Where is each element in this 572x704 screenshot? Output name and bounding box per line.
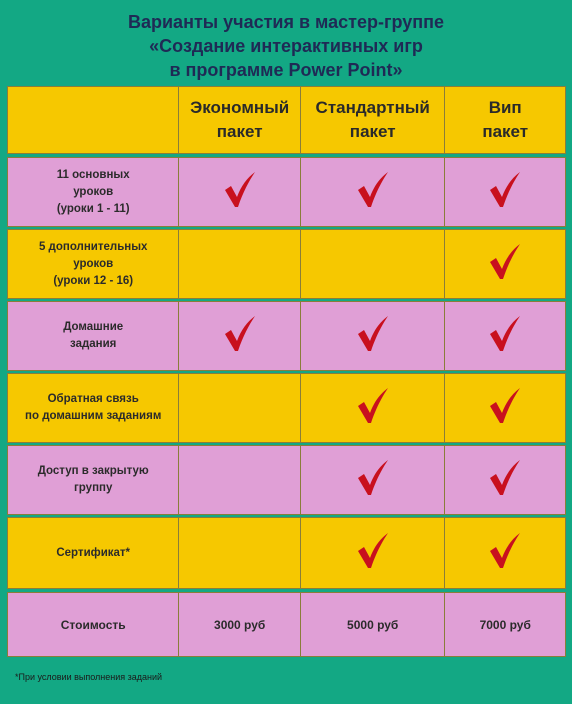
- feature-label-line: 11 основных: [56, 168, 130, 181]
- feature-label: [8, 230, 178, 298]
- cell-vip: [444, 230, 565, 298]
- feature-label-line: (уроки 12 - 16): [53, 274, 134, 287]
- checkmark-icon: [223, 170, 257, 215]
- checkmark-icon: [223, 314, 257, 359]
- cell-economy: [178, 446, 300, 514]
- feature-label-line: Сертификат*: [56, 546, 131, 559]
- feature-label: [8, 374, 178, 442]
- title-line-3: в программе Power Point»: [169, 60, 403, 80]
- cell-economy: [178, 302, 300, 370]
- cell-economy: [178, 230, 300, 298]
- title-line-2: «Создание интерактивных игр: [149, 36, 423, 56]
- cell-standard: [300, 446, 444, 514]
- cell-vip: [444, 374, 565, 442]
- checkmark-icon: [488, 458, 522, 503]
- feature-label-line: задания: [70, 338, 117, 350]
- feature-label-line: уроков: [73, 257, 114, 270]
- header-standard: [300, 87, 444, 153]
- checkmark-icon: [488, 242, 522, 287]
- feature-label-line: группу: [74, 482, 113, 494]
- header-economy: [178, 87, 300, 153]
- table-row: [7, 301, 566, 371]
- table-row: [7, 157, 566, 227]
- table-row: [7, 373, 566, 443]
- price-standard: 5000 руб: [300, 593, 444, 656]
- cell-vip: [444, 446, 565, 514]
- price-label: Стоимость: [60, 617, 126, 632]
- header-vip-line1: Вип: [488, 98, 522, 117]
- page-title: [0, 10, 572, 82]
- cell-vip: [444, 518, 565, 588]
- header-vip: [444, 87, 565, 153]
- checkmark-icon: [488, 531, 522, 576]
- cell-economy: [178, 374, 300, 442]
- checkmark-icon: [488, 386, 522, 431]
- feature-label-line: Обратная связь: [47, 393, 139, 405]
- checkmark-icon: [356, 531, 390, 576]
- cell-vip: [444, 302, 565, 370]
- cell-economy: [178, 158, 300, 226]
- feature-label: [8, 446, 178, 514]
- feature-label-line: (уроки 1 - 11): [56, 202, 130, 215]
- title-line-1: Варианты участия в мастер-группе: [127, 12, 444, 32]
- checkmark-icon: [356, 386, 390, 431]
- checkmark-icon: [488, 314, 522, 359]
- feature-label-line: 5 дополнительных: [38, 240, 148, 253]
- feature-label-line: уроков: [73, 185, 114, 198]
- feature-label-line: Домашние: [63, 321, 124, 333]
- checkmark-icon: [356, 458, 390, 503]
- cell-standard: [300, 374, 444, 442]
- cell-standard: [300, 518, 444, 588]
- header-economy-line2: пакет: [216, 122, 263, 141]
- feature-label-line: по домашним заданиям: [25, 410, 162, 422]
- table-row: [7, 445, 566, 515]
- table-header-row: [7, 86, 566, 154]
- feature-label: [8, 158, 178, 226]
- table-row: [7, 229, 566, 299]
- header-vip-line2: пакет: [482, 122, 529, 141]
- price-row: [7, 592, 566, 657]
- header-standard-line2: пакет: [349, 122, 396, 141]
- cell-standard: [300, 302, 444, 370]
- checkmark-icon: [356, 170, 390, 215]
- cell-economy: [178, 518, 300, 588]
- feature-label-line: Доступ в закрытую: [37, 465, 149, 477]
- cell-standard: [300, 158, 444, 226]
- header-empty-cell: [8, 87, 178, 153]
- cell-standard: [300, 230, 444, 298]
- header-economy-line1: Экономный: [190, 98, 290, 117]
- table-row: [7, 517, 566, 589]
- feature-label: [8, 518, 178, 588]
- footnote: *При условии выполнения заданий: [15, 672, 163, 682]
- price-vip: 7000 руб: [444, 593, 565, 656]
- checkmark-icon: [356, 314, 390, 359]
- header-standard-line1: Стандартный: [315, 98, 430, 117]
- cell-vip: [444, 158, 565, 226]
- checkmark-icon: [488, 170, 522, 215]
- price-economy: 3000 руб: [178, 593, 300, 656]
- feature-label: [8, 302, 178, 370]
